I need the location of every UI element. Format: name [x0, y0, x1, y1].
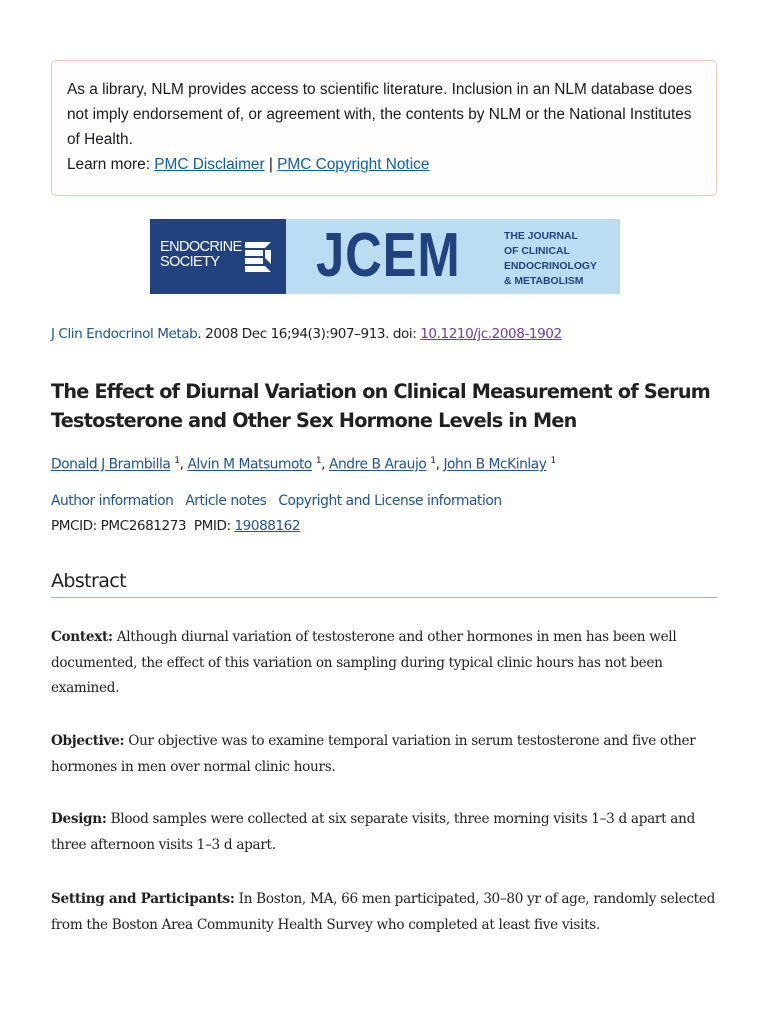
section-label: Design: [51, 811, 107, 827]
notice-text: As a library, NLM provides access to scientific literature. Inclusion in an NLM database does not imply endorsement of, or agreement with, the contents by NLM or the National Institutes of Health. [67, 81, 693, 148]
nlm-notice-box [51, 60, 717, 196]
jcem-wordmark: JCEM [316, 221, 461, 290]
abstract-design [51, 807, 719, 858]
affiliation-marker: 1 [550, 456, 556, 466]
section-text: In Boston, MA, 66 men participated, 30–80 yr of age, randomly selected from the Boston Area Community Health Survey who completed at least five visits. [51, 891, 715, 933]
abstract-context [51, 625, 719, 702]
section-text: Although diurnal variation of testosterone and other hormones in men has been well documented, the effect of this variation on sampling during typical clinic hours has not been examined. [51, 629, 677, 696]
section-text: Blood samples were collected at six separate visits, three morning visits 1–3 d apart and three afternoon visits 1–3 d apart. [51, 811, 695, 853]
link-separator: | [268, 156, 273, 173]
section-text: Our objective was to examine temporal variation in serum testosterone and five other hormones in men over normal clinic hours. [51, 733, 696, 775]
pmc-disclaimer-link[interactable]: PMC Disclaimer [154, 156, 265, 173]
section-label: Objective: [51, 733, 125, 749]
journal-abbrev-link[interactable]: J Clin Endocrinol Metab [51, 326, 198, 342]
affiliation-marker: 1 [174, 456, 180, 466]
affiliation-marker: 1 [430, 456, 436, 466]
learn-more-label: Learn more: [67, 156, 150, 173]
pmid-label: PMID: [193, 518, 231, 534]
society-mark-icon [245, 242, 273, 272]
journal-full-name: THE JOURNAL OF CLINICAL ENDOCRINOLOGY & METABOLISM [504, 231, 597, 287]
author-information-toggle[interactable]: Author information [51, 493, 174, 509]
citation-details: . 2008 Dec 16;94(3):907–913. doi: [197, 326, 421, 342]
abstract-objective [51, 729, 719, 780]
doi-link[interactable]: 10.1210/jc.2008-1902 [420, 326, 562, 342]
abstract-setting-participants [51, 887, 719, 938]
journal-banner[interactable] [150, 219, 620, 294]
citation-line [51, 325, 562, 343]
affiliation-marker: 1 [315, 456, 322, 466]
author-link[interactable]: John B McKinlay [443, 456, 547, 473]
article-notes-toggle[interactable]: Article notes [185, 493, 267, 509]
pmc-copyright-link[interactable]: PMC Copyright Notice [277, 156, 430, 173]
article-info-links [51, 491, 510, 511]
abstract-heading: Abstract [51, 569, 717, 598]
copyright-license-toggle[interactable]: Copyright and License information [278, 493, 502, 509]
pmid-link[interactable]: 19088162 [234, 518, 301, 534]
section-label: Context: [51, 629, 113, 645]
notice-learn-more [67, 152, 701, 177]
society-name: ENDOCRINE SOCIETY [160, 239, 242, 270]
author-link[interactable]: Alvin M Matsumoto [187, 456, 312, 473]
article-title: The Effect of Diurnal Variation on Clinical Measurement of Serum Testosterone and Other Sex Hormone Levels in Men [51, 380, 711, 432]
author-list: Donald J Brambilla $^1$, Alvin M Matsumoto $^1$, Andre B Araujo $^1$, John B McKinlay $^1$ [51, 456, 556, 473]
endocrine-society-logo [150, 219, 286, 294]
section-label: Setting and Participants: [51, 891, 235, 907]
author-link[interactable]: Andre B Araujo [329, 456, 427, 473]
article-identifiers [51, 516, 300, 536]
author-link[interactable]: Donald J Brambilla [51, 456, 171, 473]
pmcid: PMCID: PMC2681273 [51, 518, 187, 534]
